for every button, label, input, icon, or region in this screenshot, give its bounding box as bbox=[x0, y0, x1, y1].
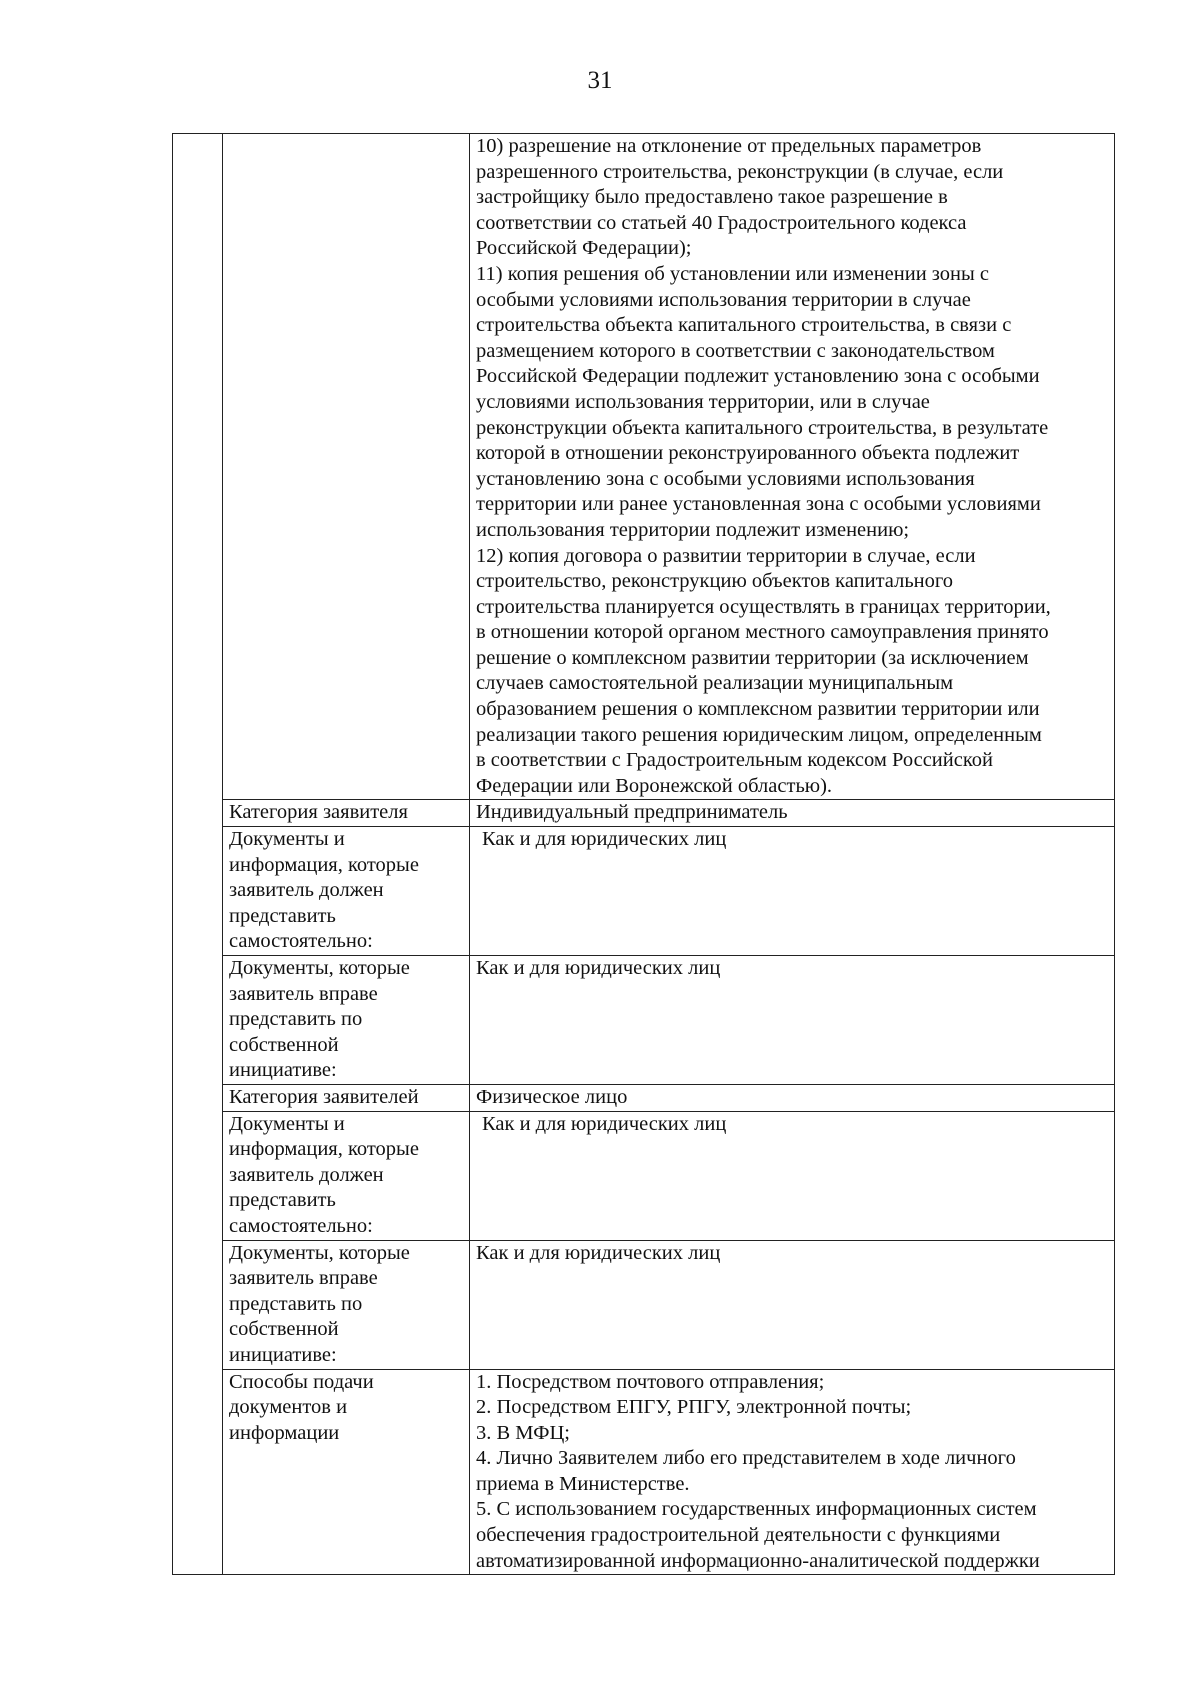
row-label: Документы, которые заявитель вправе представить по собственной инициативе: bbox=[223, 956, 470, 1085]
table-row bbox=[173, 1369, 1115, 1575]
table-row bbox=[173, 1111, 1115, 1240]
list-item: 11) копия решения об установлении или изменении зоны с особыми условиями использования территории в случае строительства объекта капитального строительства, в связи с размещением которого в соответствии с законодательством Российской Федерации подлежит установлению зона с особыми условиями использования территории, или в случае реконструкции объекта капитального строительства, в результате которой в отношении реконструированного объекта подлежит установлению зона с особыми условиями использования территории или ранее установленная зона с особыми условиями использования территории подлежит изменению; bbox=[476, 262, 1049, 541]
outer-column bbox=[173, 134, 223, 1575]
row-value: Как и для юридических лиц bbox=[470, 827, 1115, 956]
table-row bbox=[173, 800, 1115, 827]
list-item: 1. Посредством почтового отправления; bbox=[476, 1370, 825, 1393]
row-value: Как и для юридических лиц bbox=[470, 956, 1115, 1085]
table-row bbox=[173, 956, 1115, 1085]
table-row bbox=[173, 1084, 1115, 1111]
list-item: 4. Лично Заявителем либо его представителем в ходе личного bbox=[476, 1447, 1016, 1470]
row-label: Способы подачи документов и информации bbox=[223, 1369, 470, 1575]
row-label: Документы и информация, которые заявитель должен представить самостоятельно: bbox=[223, 1111, 470, 1240]
list-item: 5. С использованием государственных информационных систем bbox=[476, 1498, 1037, 1521]
label-cell-empty bbox=[223, 134, 470, 800]
table-row bbox=[173, 1240, 1115, 1369]
table-row bbox=[173, 827, 1115, 956]
page-number: 31 bbox=[587, 67, 613, 94]
table-row-continuation bbox=[173, 134, 1115, 800]
list-item: 12) копия договора о развитии территории в случае, если строительство, реконструкцию объектов капитального строительства планируется осуществлять в границах территории, в отношении которой органом местного самоуправления принято решение о комплексном развитии территории (за исключением случаев самостоятельной реализации муниципальным образованием решения о комплексном развитии территории или реализации такого решения юридическим лицом, определенным в соответствии с Градостроительным кодексом Российской Федерации или Воронежской областью). bbox=[476, 544, 1051, 797]
category-label: Категория заявителей bbox=[223, 1084, 470, 1111]
list-item: 3. В МФЦ; bbox=[476, 1421, 570, 1444]
category-value: Физическое лицо bbox=[470, 1084, 1115, 1111]
category-value: Индивидуальный предприниматель bbox=[470, 800, 1115, 827]
row-label: Документы, которые заявитель вправе представить по собственной инициативе: bbox=[223, 1240, 470, 1369]
list-item: 2. Посредством ЕПГУ, РПГУ, электронной почты; bbox=[476, 1396, 912, 1419]
list-item: 10) разрешение на отклонение от предельных параметров разрешенного строительства, реконструкции (в случае, если застройщику было предоставлено такое разрешение в соответствии со статьей 40 Градостроительного кодекса Российской Федерации); bbox=[476, 135, 1004, 260]
list-item: обеспечения градостроительной деятельности с функциями bbox=[476, 1524, 1001, 1547]
row-value: Как и для юридических лиц bbox=[470, 1111, 1115, 1240]
list-item: приема в Министерстве. bbox=[476, 1472, 690, 1495]
continuation-cell bbox=[470, 134, 1115, 800]
category-label: Категория заявителя bbox=[223, 800, 470, 827]
row-label: Документы и информация, которые заявитель должен представить самостоятельно: bbox=[223, 827, 470, 956]
requirements-table bbox=[172, 133, 1115, 1575]
list-item: автоматизированной информационно-аналитической поддержки bbox=[476, 1549, 1040, 1572]
row-value: Как и для юридических лиц bbox=[470, 1240, 1115, 1369]
submission-methods bbox=[470, 1369, 1115, 1575]
